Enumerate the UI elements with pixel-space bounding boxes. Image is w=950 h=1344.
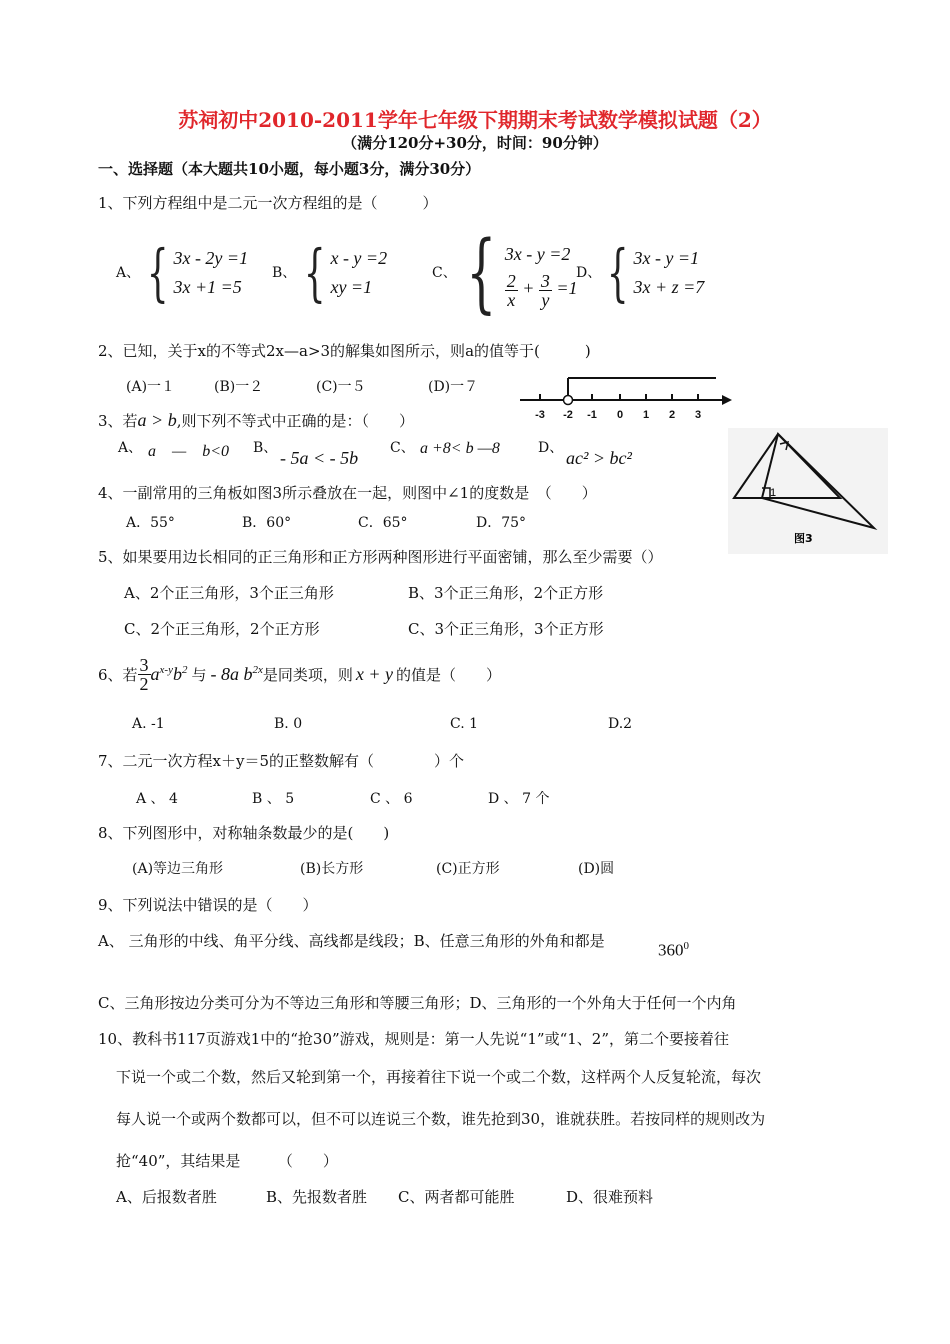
tick-label: -3 — [535, 409, 545, 421]
exam-subtitle: （满分120分+30分，时间：90分钟） — [342, 134, 608, 152]
question-7-stem: 7、二元一次方程x＋y＝5的正整数解有（ ）个 — [98, 752, 465, 770]
figure-caption: 图3 — [794, 532, 813, 545]
q5-option-a: A、2个正三角形，3个正三角形 — [124, 584, 334, 602]
question-9-stem: 9、下列说法中错误的是（ ） — [98, 896, 318, 914]
q9-option-ab: A、 三角形的中线、角平分线、高线都是线段；B、任意三角形的外角和都是 — [98, 932, 605, 950]
q1-option-a-label: A、 — [116, 265, 141, 281]
equation-line: xy =1 — [330, 277, 373, 297]
q10-option-d: D、很难预料 — [566, 1188, 654, 1206]
tick-label: -1 — [587, 409, 597, 421]
q1-option-c-system — [454, 223, 578, 323]
brace-icon: { — [606, 236, 629, 309]
q5-option-d: C、3个正三角形，3个正方形 — [408, 620, 604, 638]
question-3-stem: 3、若a > b,则下列不等式中正确的是：（ ） — [98, 410, 414, 430]
q10-option-b: B、先报数者胜 — [266, 1188, 368, 1206]
q8-option-a: (A)等边三角形 — [132, 861, 224, 877]
question-10-line-2: 下说一个或二个数，然后又轮到第一个，再接着往下说一个或二个数，这样两个人反复轮流，每次 — [116, 1068, 762, 1086]
question-10-line-1: 10、教科书117页游戏1中的“抢30”游戏，规则是：第一人先说“1”或“1、2”，第二个要接着往 — [98, 1030, 729, 1048]
number-line-figure — [516, 370, 736, 426]
section-heading: 一、选择题（本大题共10小题，每小题3分，满分30分） — [98, 160, 481, 178]
q8-option-b: (B)长方形 — [300, 861, 364, 877]
q6-option-b: B. 0 — [274, 716, 303, 732]
exam-title: 苏祠初中2010-2011学年七年级下期期末考试数学模拟试题（2） — [178, 108, 772, 132]
tick-label: 3 — [694, 409, 702, 421]
q2-option-a: (A)一１ — [126, 379, 176, 395]
question-4-stem: 4、一副常用的三角板如图3所示叠放在一起，则图中∠1的度数是 （ ） — [98, 484, 597, 502]
question-8-stem: 8、下列图形中，对称轴条数最少的是( ) — [98, 824, 390, 842]
q7-option-d: D 、 7 个 — [488, 791, 550, 807]
q4-option-a: A．55° — [126, 515, 175, 531]
q3-option-c-label: C、 — [390, 440, 415, 456]
q3-option-d-label: D、 — [538, 440, 564, 456]
q6-option-a: A. -1 — [132, 716, 165, 732]
question-5-stem: 5、如果要用边长相同的正三角形和正方形两种图形进行平面密铺，那么至少需要（） — [98, 548, 663, 566]
q6-option-c: C. 1 — [450, 716, 479, 732]
fraction: $\frac{3}{2}$ — [139, 655, 149, 694]
tick-label: -2 — [563, 409, 573, 421]
q8-option-d: (D)圆 — [578, 861, 615, 877]
q1-option-c-label: C、 — [432, 265, 457, 281]
q4-option-c: C．65° — [358, 515, 408, 531]
brace-icon: { — [303, 236, 326, 309]
q3-option-b-label: B、 — [253, 440, 278, 456]
question-1-stem: 1、下列方程组中是二元一次方程组的是（ ） — [98, 194, 438, 212]
q3-option-c-expr: a +8< b —8 — [420, 440, 500, 457]
question-10-line-4: 抢“40”，其结果是 （ ） — [116, 1152, 338, 1170]
equation-line: 3x +1 =5 — [173, 277, 242, 297]
tick-label: 0 — [616, 409, 624, 421]
brace-icon: { — [466, 223, 497, 323]
q3-option-b-expr: - 5a < - 5b — [280, 448, 359, 468]
q2-option-b: (B)一２ — [214, 379, 264, 395]
q2-option-c: (C)一５ — [316, 379, 366, 395]
equation-line: x - y =2 — [330, 248, 388, 268]
q9-degree: $360^0$ — [658, 940, 689, 960]
equation-line: 3x - y =2 — [504, 244, 571, 265]
q1-option-b-system — [295, 236, 388, 309]
tick-label: 2 — [668, 409, 676, 421]
q9-option-cd: C、三角形按边分类可分为不等边三角形和等腰三角形；D、三角形的一个外角大于任何一个内角 — [98, 994, 737, 1012]
equation-line: $\frac{2}{x}$ + $\frac{3}{y}$ =1 — [506, 270, 578, 310]
open-circle-icon — [564, 396, 573, 405]
q4-option-b: B．60° — [242, 515, 292, 531]
q7-option-a: A 、 4 — [136, 791, 178, 807]
question-6-stem: 6、若 $\frac{3}{2}$ $a^{x-y}b^2$ 与 - 8a $b^{2x}$ 是同类项，则 x + y 的值是（ ） — [98, 655, 502, 694]
q4-option-d: D．75° — [476, 515, 527, 531]
angle-label: 1 — [770, 487, 777, 499]
q5-option-b: B、3个正三角形，2个正方形 — [408, 584, 604, 602]
q10-option-c: C、两者都可能胜 — [398, 1188, 515, 1206]
q10-option-a: A、后报数者胜 — [116, 1188, 217, 1206]
fraction: $\frac{3}{y}$ — [540, 270, 550, 310]
q7-option-b: B 、 5 — [252, 791, 295, 807]
q3-option-a-expr: a — b<0 — [148, 443, 230, 460]
arrow-icon — [722, 395, 732, 405]
q1-option-b-label: B、 — [272, 265, 297, 281]
tick-label: 1 — [642, 409, 650, 421]
q8-option-c: (C)正方形 — [436, 861, 500, 877]
question-10-line-3: 每人说一个或两个数都可以，但不可以连说三个数，谁先抢到30，谁就获胜。若按同样的规则改为 — [116, 1110, 766, 1128]
equation-line: 3x - y =1 — [633, 248, 700, 268]
q2-option-d: (D)一７ — [428, 379, 479, 395]
condition-expr: a > b — [137, 410, 177, 430]
q5-option-c: C、2个正三角形，2个正方形 — [124, 620, 320, 638]
equation-line: 3x + z =7 — [633, 277, 705, 297]
fraction: $\frac{2}{x}$ — [506, 270, 516, 310]
q3-option-a-label: A、 — [118, 440, 143, 456]
triangle-figure-3 — [728, 428, 888, 554]
q6-option-d: D.2 — [608, 716, 633, 732]
q7-option-c: C 、 6 — [370, 791, 413, 807]
question-2-stem: 2、已知，关于x的不等式2x—a>3的解集如图所示，则a的值等于( ) — [98, 342, 591, 360]
q1-option-a-system — [138, 236, 249, 309]
equation-line: 3x - 2y =1 — [173, 248, 249, 268]
brace-icon: { — [146, 236, 169, 309]
q1-option-d-label: D、 — [576, 265, 602, 281]
q3-option-d-expr: ac² > bc² — [566, 448, 632, 468]
q1-option-d-system — [598, 236, 705, 309]
